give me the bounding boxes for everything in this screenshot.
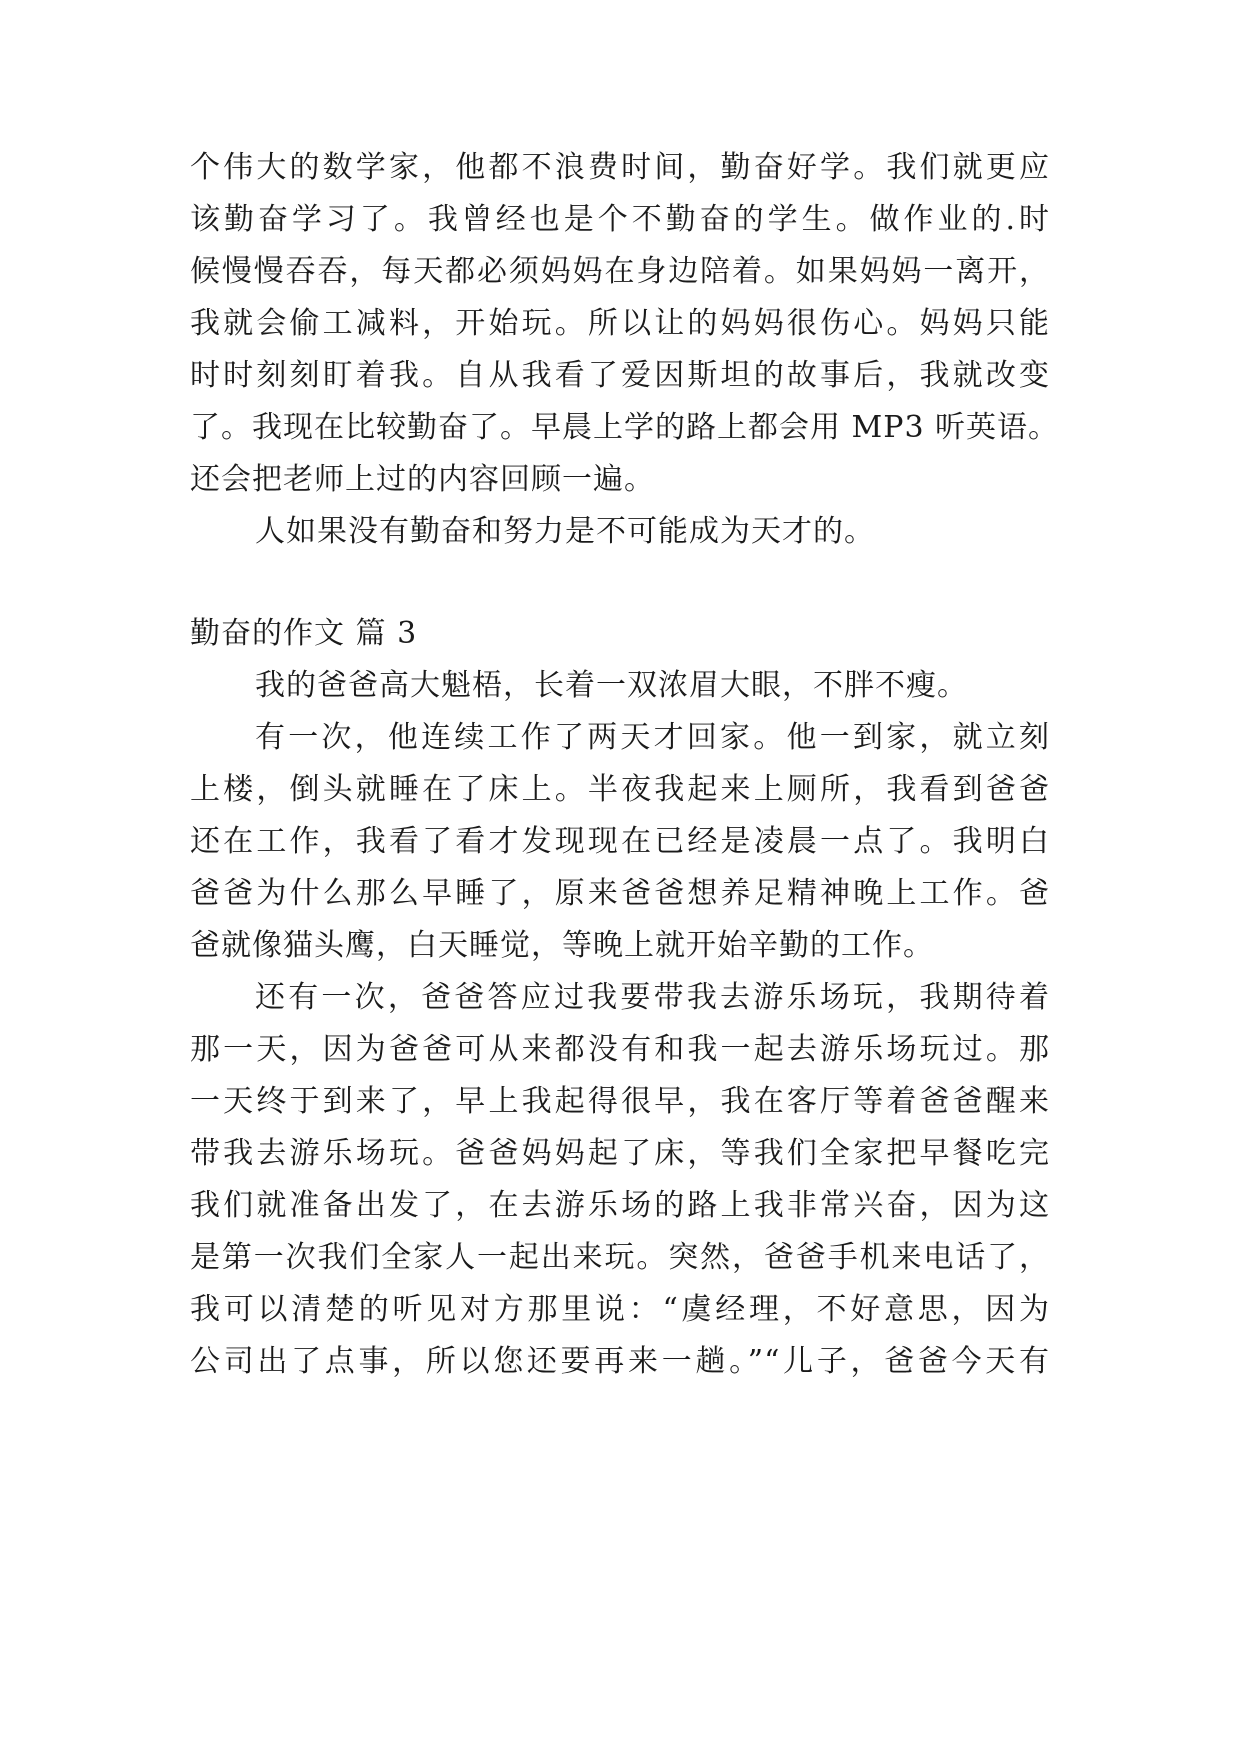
paragraph-line: 那一天，因为爸爸可从来都没有和我一起去游乐场玩过。那 (190, 1032, 1050, 1067)
paragraph-line: 有一次，他连续工作了两天才回家。他一到家，就立刻 (255, 720, 1050, 755)
paragraph-line: 爸就像猫头鹰，白天睡觉，等晚上就开始辛勤的工作。 (190, 928, 934, 963)
paragraph-line: 我就会偷工减料，开始玩。所以让的妈妈很伤心。妈妈只能 (190, 306, 1050, 341)
paragraph-line: 还会把老师上过的内容回顾一遍。 (190, 462, 655, 497)
paragraph-line: 我的爸爸高大魁梧，长着一双浓眉大眼，不胖不瘦。 (255, 668, 968, 703)
paragraph-line: 了。我现在比较勤奋了。早晨上学的路上都会用 MP3 听英语。 (190, 410, 1060, 445)
paragraph-line: 是第一次我们全家人一起出来玩。突然，爸爸手机来电话了， (190, 1240, 1050, 1275)
section-heading: 勤奋的作文 篇 3 (190, 616, 418, 651)
paragraph-line: 时时刻刻盯着我。自从我看了爱因斯坦的故事后，我就改变 (190, 358, 1050, 393)
paragraph-line: 还有一次，爸爸答应过我要带我去游乐场玩，我期待着 (255, 980, 1050, 1015)
paragraph-line: 我们就准备出发了，在去游乐场的路上我非常兴奋，因为这 (190, 1188, 1050, 1223)
paragraph-line: 该勤奋学习了。我曾经也是个不勤奋的学生。做作业的.时 (190, 202, 1050, 237)
paragraph-line: 一天终于到来了，早上我起得很早，我在客厅等着爸爸醒来 (190, 1084, 1050, 1119)
closing-paragraph: 人如果没有勤奋和努力是不可能成为天才的。 (255, 514, 875, 549)
paragraph-line: 候慢慢吞吞，每天都必须妈妈在身边陪着。如果妈妈一离开， (190, 254, 1050, 289)
paragraph-line: 还在工作，我看了看才发现现在已经是凌晨一点了。我明白 (190, 824, 1050, 859)
paragraph-line: 我可以清楚的听见对方那里说：“虞经理，不好意思，因为 (190, 1292, 1050, 1327)
paragraph-line: 公司出了点事，所以您还要再来一趟。”“儿子，爸爸今天有 (190, 1344, 1050, 1379)
paragraph-line: 上楼，倒头就睡在了床上。半夜我起来上厕所，我看到爸爸 (190, 772, 1050, 807)
paragraph-line: 带我去游乐场玩。爸爸妈妈起了床，等我们全家把早餐吃完 (190, 1136, 1050, 1171)
paragraph-line: 个伟大的数学家，他都不浪费时间，勤奋好学。我们就更应 (190, 150, 1050, 185)
paragraph-line: 爸爸为什么那么早睡了，原来爸爸想养足精神晚上工作。爸 (190, 876, 1050, 911)
